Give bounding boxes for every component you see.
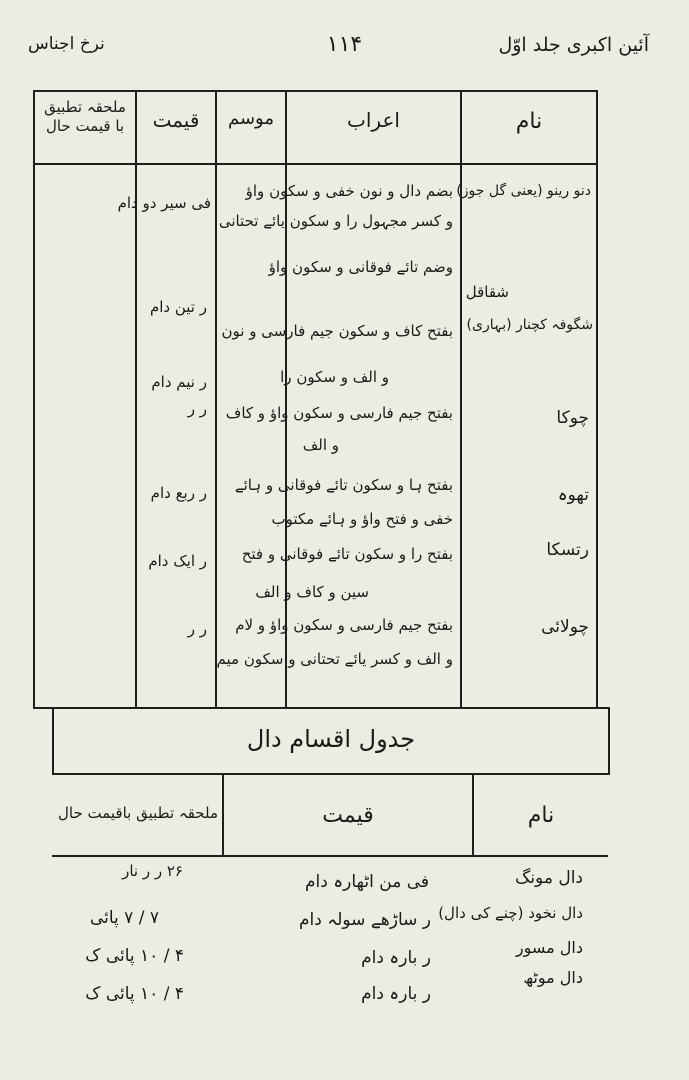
t2-row-1-note: ۲۶ ر ر نار [122, 862, 183, 880]
table2-header-rule [52, 855, 608, 857]
t1-price-row-6: ر ایک دام [148, 552, 207, 570]
t1-header-name: نام [515, 109, 543, 134]
page-number: ۱۱۴ [326, 32, 363, 57]
t1-pron-line-5: و الف و سکون را [280, 368, 389, 386]
t1-name-row-5: تھوہ [557, 485, 589, 505]
t2-row-3-name: دال مسور [515, 938, 583, 957]
section-title: نرخ اجناس [28, 34, 105, 54]
t2-row-3-note: ۴ / ۱۰ پائی ک [85, 946, 184, 966]
table1-top-rule [33, 90, 598, 92]
t1-pron-line-9: خفی و فتح واؤ و ہائے مکتوب [271, 510, 453, 528]
table1-header-rule [33, 163, 598, 165]
t1-pron-line-6: بفتح جیم فارسی و سکون واؤ و کاف [225, 404, 453, 422]
table1-rule-left [33, 90, 35, 709]
table1-rule-price-season [215, 90, 217, 709]
t1-pron-line-12: بفتح جیم فارسی و سکون واؤ و لام [235, 616, 453, 634]
t1-pron-line-8: بفتح ہا و سکون تائے فوقانی و ہائے [234, 476, 453, 494]
t1-price-row-3: ر نیم دام [151, 373, 207, 391]
t1-header-pronunciation: اعراب [347, 108, 400, 132]
t1-price-row-5: ر ربع دام [150, 484, 207, 502]
t2-row-2-name: دال نخود (چنے کی دال) [438, 904, 583, 922]
t1-header-season: موسم [227, 108, 274, 129]
t1-name-row-2: شقاقل [465, 283, 509, 301]
t1-pron-line-2: و کسر مجہول را و سکون یائے تحتانی [218, 212, 453, 230]
t1-pron-line-4: بفتح کاف و سکون جیم فارسی و نون [221, 322, 453, 340]
t1-name-row-3: شگوفہ کچنار (بہاری) [466, 317, 593, 333]
t1-pron-line-11: سین و کاف و الف [255, 583, 369, 601]
t2-header-name: نام [527, 803, 555, 828]
t1-pron-line-3: وضم تائے فوقانی و سکون واؤ [268, 258, 453, 276]
t1-price-row-7: ر ر [187, 620, 207, 638]
t1-price-row-4: ر ر [187, 400, 207, 418]
t1-header-note-line1: ملحقہ تطبیق [44, 98, 126, 116]
t1-header-note [35, 98, 135, 136]
table1-rule-right [596, 90, 598, 709]
t1-name-row-7: چولائی [541, 617, 589, 637]
t2-row-4-price: ر بارہ دام [361, 984, 431, 1004]
t2-row-4-note: ۴ / ۱۰ پائی ک [85, 984, 184, 1004]
t1-pron-line-13: و الف و کسر یائے تحتانی و سکون میم [216, 650, 453, 668]
t1-name-row-6: رتسکا [546, 540, 589, 560]
table2-title-rule [52, 773, 608, 775]
t1-name-row-1: دنو رینو (یعنی گل جوز) [456, 183, 591, 199]
t1-header-price: قیمت [152, 108, 200, 132]
t2-row-3-price: ر بارہ دام [361, 948, 431, 968]
t1-pron-line-10: بفتح را و سکون تائے فوقانی و فتح [241, 545, 453, 563]
t2-header-note: ملحقہ تطبیق باقیمت حال [58, 804, 218, 822]
t2-row-1-name: دال مونگ [515, 868, 583, 888]
t2-row-4-name: دال موٹھ [523, 968, 583, 987]
table2-title-right-rule [608, 707, 610, 775]
book-title: آئین اکبری جلد اوّل [498, 34, 649, 56]
t2-row-1-price: فی من اٹھارہ دام [304, 872, 429, 892]
table1-rule-note-price [135, 90, 137, 709]
t1-name-row-4: چوکا [556, 408, 589, 428]
t1-pron-line-7: و الف [302, 436, 339, 454]
t2-row-2-price: ر ساڑھے سولہ دام [299, 910, 431, 930]
t2-row-2-note: ۷ / ۷ پائی [89, 908, 159, 928]
t1-pron-line-1: بضم دال و نون خفی و سکون واؤ [245, 182, 453, 200]
t1-header-note-line2: با قیمت حال [45, 116, 125, 135]
t1-price-row-1: فی سیر دو دام [117, 194, 211, 212]
table1-bottom-rule [33, 707, 608, 709]
t1-price-row-2: ر تین دام [149, 298, 207, 316]
table2-title: جدول اقسام دال [246, 725, 416, 753]
t2-header-price: قیمت [322, 803, 374, 828]
